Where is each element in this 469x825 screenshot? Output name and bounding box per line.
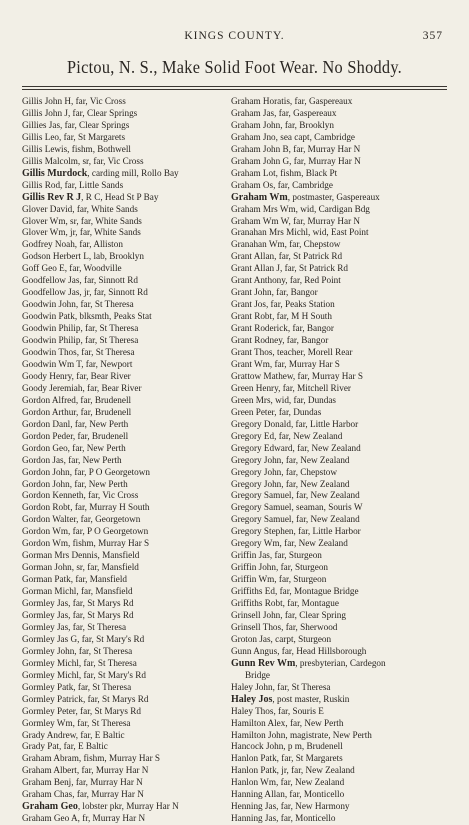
directory-entry: Gillis Rod, far, Little Sands [22, 179, 124, 190]
directory-entry: Griffiths Robt, far, Montague [231, 598, 339, 609]
directory-entry: Goody Henry, far, Bear River [22, 370, 131, 381]
directory-entry: Graham John B, far, Murray Har N [231, 143, 361, 154]
directory-entry: Gormley Jas, far, St Marys Rd [22, 609, 134, 620]
directory-entry: Gordon Danl, far, New Perth [22, 418, 129, 429]
directory-entry: Hanlon Patk, far, St Margarets [231, 753, 343, 764]
directory-entry: Gregory John, far, Chepstow [231, 466, 338, 477]
directory-entry: Griffin John, far, Sturgeon [231, 562, 329, 573]
directory-entry: Gormley Peter, far, St Marys Rd [22, 705, 141, 716]
directory-entry [22, 801, 244, 813]
directory-entry: Grant Roderick, far, Bangor [231, 323, 334, 334]
directory-column-left [22, 96, 244, 825]
entry-details: , post master, Ruskin [272, 693, 350, 704]
directory-entry: Grant Robt, far, M H South [231, 311, 332, 322]
directory-entry: Gregory Wm, far, New Zealand [231, 538, 348, 549]
entry-details: , carding mill, Rollo Bay [87, 167, 179, 178]
directory-entry: Gordon Wm, fishm, Murray Har S [22, 538, 150, 549]
directory-entry: Grant Anthony, far, Red Point [231, 275, 341, 286]
directory-entry: Graham Albert, far, Murray Har N [22, 765, 149, 776]
directory-entry: Graham Chas, far, Murray Har N [22, 789, 144, 800]
entry-name-bold: Haley Jos [231, 693, 273, 705]
directory-entry: Gordon Walter, far, Georgetown [22, 514, 141, 525]
directory-entry: Gorman John, sr, far, Mansfield [22, 562, 139, 573]
advertisement-banner: Pictou, N. S., Make Solid Foot Wear. No Shoddy. [66, 57, 403, 77]
directory-entry: Gordon Peder, far, Brudenell [22, 430, 129, 441]
directory-entry: Gillies Jas, far, Clear Springs [22, 119, 130, 130]
directory-entry: Gregory John, far, New Zealand [231, 478, 350, 489]
entry-name-bold: Graham Geo [22, 801, 78, 813]
page-header [0, 30, 469, 46]
directory-entry: Haley John, far, St Theresa [231, 681, 331, 692]
directory-entry: Gorman Michl, far, Mansfield [22, 586, 133, 597]
directory-entry: Grant Thos, teacher, Morell Rear [231, 347, 353, 358]
directory-entry: Henning Jas, far, New Harmony [231, 801, 350, 812]
directory-entry: Goodwin Patk, blksmth, Peaks Stat [22, 311, 152, 322]
directory-entry: Green Mrs, wid, far, Dundas [231, 394, 337, 405]
directory-entry [231, 658, 453, 670]
directory-entry: Gregory John, far, New Zealand [231, 454, 350, 465]
directory-entry: Grinsell Thos, far, Sherwood [231, 621, 338, 632]
directory-entry [231, 694, 453, 706]
directory-entry: Gormley John, far, St Theresa [22, 645, 133, 656]
banner-rule-top [22, 86, 447, 87]
directory-entry: Grady Pat, far, E Baltic [22, 741, 108, 752]
directory-entry: Graham Wm W, far, Murray Har N [231, 215, 361, 226]
directory-entry: Gordon Robt, far, Murray H South [22, 502, 150, 513]
directory-entry: Godfrey Noah, far, Alliston [22, 239, 123, 250]
directory-entry: Hanning Jas, far, Monticello [231, 813, 336, 824]
directory-entry: Graham Os, far, Cambridge [231, 179, 333, 190]
directory-entry: Griffin Jas, far, Sturgeon [231, 550, 322, 561]
directory-entry: Hancock John, p m, Brudenell [231, 741, 343, 752]
directory-entry: Goodwin Philip, far, St Theresa [22, 335, 139, 346]
directory-entry: Grant John, far, Bangor [231, 287, 318, 298]
directory-entry: Gormley Michl, far, St Theresa [22, 657, 137, 668]
directory-entry: Gillis John H, far, Vic Cross [22, 96, 126, 106]
directory-entry: Groton Jas, carpt, Sturgeon [231, 633, 332, 644]
directory-entry: Gormley Jas, far, St Theresa [22, 621, 127, 632]
directory-entry [231, 192, 453, 204]
directory-entry: Green Henry, far, Mitchell River [231, 382, 351, 393]
directory-entry: Gormley Jas, far, St Marys Rd [22, 598, 134, 609]
directory-entry: Graham Jas, far, Gaspereaux [231, 107, 337, 118]
directory-entry: Gregory Stephen, far, Little Harbor [231, 526, 361, 537]
directory-entry: Graham Jno, sea capt, Cambridge [231, 131, 355, 142]
directory-entry: Goody Jeremiah, far, Bear River [22, 382, 142, 393]
directory-entry: Gordon Alfred, far, Brudenell [22, 394, 132, 405]
directory-entry: Gordon John, far, New Perth [22, 478, 128, 489]
directory-entry: Glover Wm, sr, far, White Sands [22, 215, 142, 226]
directory-entry: Goodwin Thos, far, St Theresa [22, 347, 135, 358]
directory-entry: Graham Horatis, far, Gaspereaux [231, 96, 353, 106]
directory-entry: Graham John G, far, Murray Har N [231, 155, 361, 166]
directory-entry: Grattow Mathew, far, Murray Har S [231, 370, 363, 381]
directory-entry: Gormley Michl, far, St Mary's Rd [22, 669, 147, 680]
directory-entry: Graham Abram, fishm, Murray Har S [22, 753, 161, 764]
directory-entry: Graham John, far, Brooklyn [231, 119, 334, 130]
directory-entry: Grant Rodney, far, Bangor [231, 335, 329, 346]
directory-entry: Gordon Geo, far, New Perth [22, 442, 126, 453]
directory-entry: Griffin Wm, far, Sturgeon [231, 574, 327, 585]
directory-entry: Gorman Patk, far, Mansfield [22, 574, 128, 585]
directory-entry: Haley Thos, far, Souris E [231, 705, 324, 716]
directory-entry: Graham Lot, fishm, Black Pt [231, 167, 338, 178]
directory-entry: Gormley Jas G, far, St Mary's Rd [22, 633, 145, 644]
entry-details: , R C, Head St P Bay [81, 191, 159, 202]
banner-rule-bottom [22, 89, 447, 90]
directory-entry: Goodwin Philip, far, St Theresa [22, 323, 139, 334]
directory-entry: Grant Allan J, far, St Patrick Rd [231, 263, 349, 274]
directory-entry: Gregory Donald, far, Little Harbor [231, 418, 359, 429]
directory-entry: Gordon Jas, far, New Perth [22, 454, 122, 465]
directory-entry: Hanning Allan, far, Monticello [231, 789, 345, 800]
directory-entry: Gregory Samuel, far, New Zealand [231, 514, 360, 525]
directory-entry: Gregory Edward, far, New Zealand [231, 442, 361, 453]
directory-entry: Gormley Wm, far, St Theresa [22, 717, 131, 728]
directory-entry: Griffiths Ed, far, Montague Bridge [231, 586, 359, 597]
directory-entry: Bridge [245, 669, 271, 680]
directory-entry [22, 192, 244, 204]
page-number: 357 [422, 30, 443, 42]
directory-entry: Gunn Angus, far, Head Hillsborough [231, 645, 367, 656]
directory-entry: Gillis Malcolm, sr, far, Vic Cross [22, 155, 144, 166]
directory-entry: Gorman Mrs Dennis, Mansfield [22, 550, 140, 561]
directory-entry: Graham Benj, far, Murray Har N [22, 777, 143, 788]
directory-entry: Glover David, far, White Sands [22, 203, 138, 214]
directory-entry: Hanlon Wm, far, New Zealand [231, 777, 345, 788]
directory-entry: Grant Jos, far, Peaks Station [231, 299, 335, 310]
directory-entry [22, 168, 244, 180]
directory-column-right [231, 96, 453, 825]
directory-entry: Goodwin Wm T, far, Newport [22, 358, 133, 369]
directory-entry: Gordon Wm, far, P O Georgetown [22, 526, 149, 537]
entry-name-bold: Gillis Murdock [22, 167, 88, 179]
directory-entry: Goodfellow Jas, jr, far, Sinnott Rd [22, 287, 148, 298]
directory-entry: Godson Herbert L, lab, Brooklyn [22, 251, 144, 262]
directory-entry: Gillis Lewis, fishm, Bothwell [22, 143, 131, 154]
running-head: KINGS COUNTY. [184, 30, 285, 42]
directory-entry: Granahan Mrs Michl, wid, East Point [231, 227, 369, 238]
directory-entry: Graham Mrs Wm, wid, Cardigan Bdg [231, 203, 370, 214]
directory-entry: Grant Wm, far, Murray Har S [231, 358, 340, 369]
directory-entry: Green Peter, far, Dundas [231, 406, 322, 417]
directory-entry: Gregory Samuel, far, New Zealand [231, 490, 360, 501]
directory-entry: Graham Geo A, fr, Murray Har N [22, 813, 146, 824]
directory-entry: Goodfellow Jas, far, Sinnott Rd [22, 275, 138, 286]
directory-entry: Gillis John J, far, Clear Springs [22, 107, 138, 118]
directory-entry: Gordon John, far, P O Georgetown [22, 466, 150, 477]
directory-entry: Gregory Samuel, seaman, Souris W [231, 502, 363, 513]
directory-entry: Glover Wm, jr, far, White Sands [22, 227, 141, 238]
entry-details: , presbyterian, Cardegon [295, 657, 386, 668]
directory-entry: Goodwin John, far, St Theresa [22, 299, 134, 310]
directory-entry: Gillis Leo, far, St Margarets [22, 131, 126, 142]
directory-entry: Grinsell John, far, Clear Spring [231, 609, 346, 620]
directory-entry: Gordon Kenneth, far, Vic Cross [22, 490, 139, 501]
directory-entry: Goff Geo E, far, Woodville [22, 263, 122, 274]
directory-entry: Hanlon Patk, jr, far, New Zealand [231, 765, 355, 776]
entry-details: , postmaster, Gaspereaux [287, 191, 380, 202]
directory-entry: Grady Andrew, far, E Baltic [22, 729, 125, 740]
entry-name-bold: Gunn Rev Wm [231, 657, 296, 669]
entry-name-bold: Gillis Rev R J [22, 191, 82, 203]
directory-entry: Hamilton Alex, far, New Perth [231, 717, 344, 728]
directory-entry: Granahan Wm, far, Chepstow [231, 239, 341, 250]
directory-entry: Hamilton John, magistrate, New Perth [231, 729, 372, 740]
entry-name-bold: Graham Wm [231, 191, 288, 203]
directory-entry: Gormley Patrick, far, St Marys Rd [22, 693, 149, 704]
directory-entry: Gordon Arthur, far, Brudenell [22, 406, 132, 417]
entry-details: , lobster pkr, Murray Har N [77, 801, 179, 812]
directory-entry: Grant Allan, far, St Patrick Rd [231, 251, 343, 262]
directory-entry: Gregory Ed, far, New Zealand [231, 430, 343, 441]
directory-entry: Gormley Patk, far, St Theresa [22, 681, 132, 692]
